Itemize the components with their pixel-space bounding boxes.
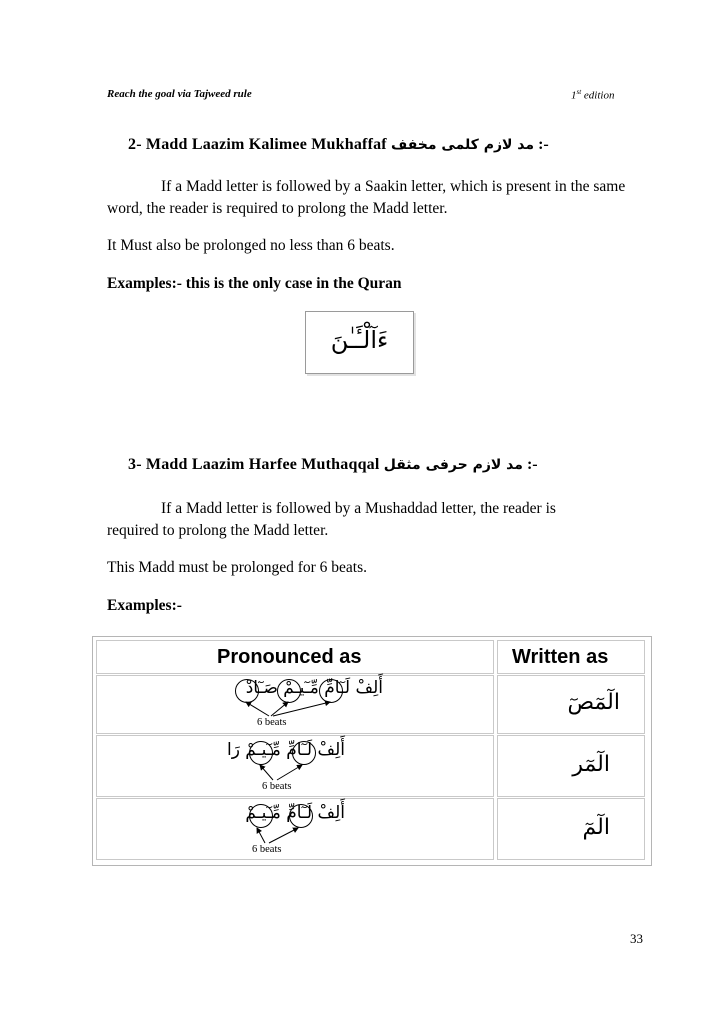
row-2-beat-arrows bbox=[97, 736, 493, 796]
examples-table bbox=[92, 636, 652, 866]
table-row-1-written-cell bbox=[497, 675, 645, 734]
row-2-beats-label: 6 beats bbox=[262, 781, 292, 792]
section-2-paragraph-1: If a Madd letter is followed by a Saakin letter, which is present in the same word, the reader is required to prolong the Madd letter. bbox=[107, 178, 626, 217]
row-2-written: الٓمٓر bbox=[572, 752, 610, 777]
row-1-beats-label: 6 beats bbox=[257, 717, 287, 728]
row-3-arrow-2 bbox=[269, 828, 298, 843]
section-2-heading-arabic: مد لازم کلمی مخفف bbox=[391, 137, 535, 153]
row-1-arrow-1 bbox=[246, 702, 269, 716]
table-row-3-written-cell bbox=[497, 798, 645, 860]
running-header-title: Reach the goal via Tajweed rule bbox=[107, 88, 252, 100]
section-2-examples-label: Examples:- this is the only case in the Quran bbox=[107, 275, 402, 292]
example-word: ءَآلْـَٔـٰنَ bbox=[330, 326, 389, 354]
header-cell-pronounced bbox=[96, 640, 494, 674]
row-2-arrow-2 bbox=[277, 765, 302, 780]
table-row-2-written-cell bbox=[497, 735, 645, 797]
row-3-beat-arrows bbox=[97, 799, 493, 859]
header-cell-written bbox=[497, 640, 645, 674]
section-3-paragraph-1: If a Madd letter is followed by a Mushaddad letter, the reader is required to prolong the Madd letter. bbox=[107, 500, 556, 539]
table-row-3-pronounced-cell bbox=[96, 798, 494, 860]
row-3-written: الٓمٓ bbox=[582, 815, 610, 840]
header-pronounced: Pronounced as bbox=[217, 646, 362, 668]
page-number: 33 bbox=[630, 931, 643, 946]
row-3-pronounced: أَلِفْ لَـٓامِّ مِّـٓيـمْ bbox=[245, 803, 345, 823]
row-1-written: الٓمٓصٓ bbox=[567, 690, 620, 715]
table-row-2-pronounced-cell bbox=[96, 735, 494, 797]
row-1-beat-arrows bbox=[97, 676, 493, 733]
section-2-paragraph-2: It Must also be prolonged no less than 6 beats. bbox=[107, 237, 395, 254]
row-1-pronounced: أَلِفْ لَـٓامِّ مِّـٓيـمْ صَـٓادْ bbox=[245, 678, 383, 698]
row-2-arrow-1 bbox=[260, 765, 273, 780]
header-written: Written as bbox=[512, 646, 609, 668]
section-3-paragraph-2: This Madd must be prolonged for 6 beats. bbox=[107, 559, 368, 576]
row-3-beats-label: 6 beats bbox=[252, 844, 282, 855]
section-3-heading-arabic: مد لازم حرفی مثقل bbox=[383, 457, 523, 473]
table-row-1-pronounced-cell bbox=[96, 675, 494, 734]
row-3-arrow-1 bbox=[257, 828, 265, 843]
row-2-pronounced: أَلِفْ لَـٓامِّ مِّـٓيـمْ رَا bbox=[226, 740, 345, 760]
section-2-heading: 2- Madd Laazim Kalimee Mukhaffaf مد لازم کلمی مخفف :- bbox=[128, 136, 549, 153]
section-3-heading: 3- Madd Laazim Harfee Muthaqqal مد لازم حرفی مثقل :- bbox=[128, 456, 538, 473]
running-header-edition: 1st edition bbox=[571, 88, 615, 102]
row-1-arrow-3 bbox=[273, 702, 330, 716]
section-3-examples-label: Examples:- bbox=[107, 597, 182, 614]
example-word-box bbox=[305, 311, 414, 374]
